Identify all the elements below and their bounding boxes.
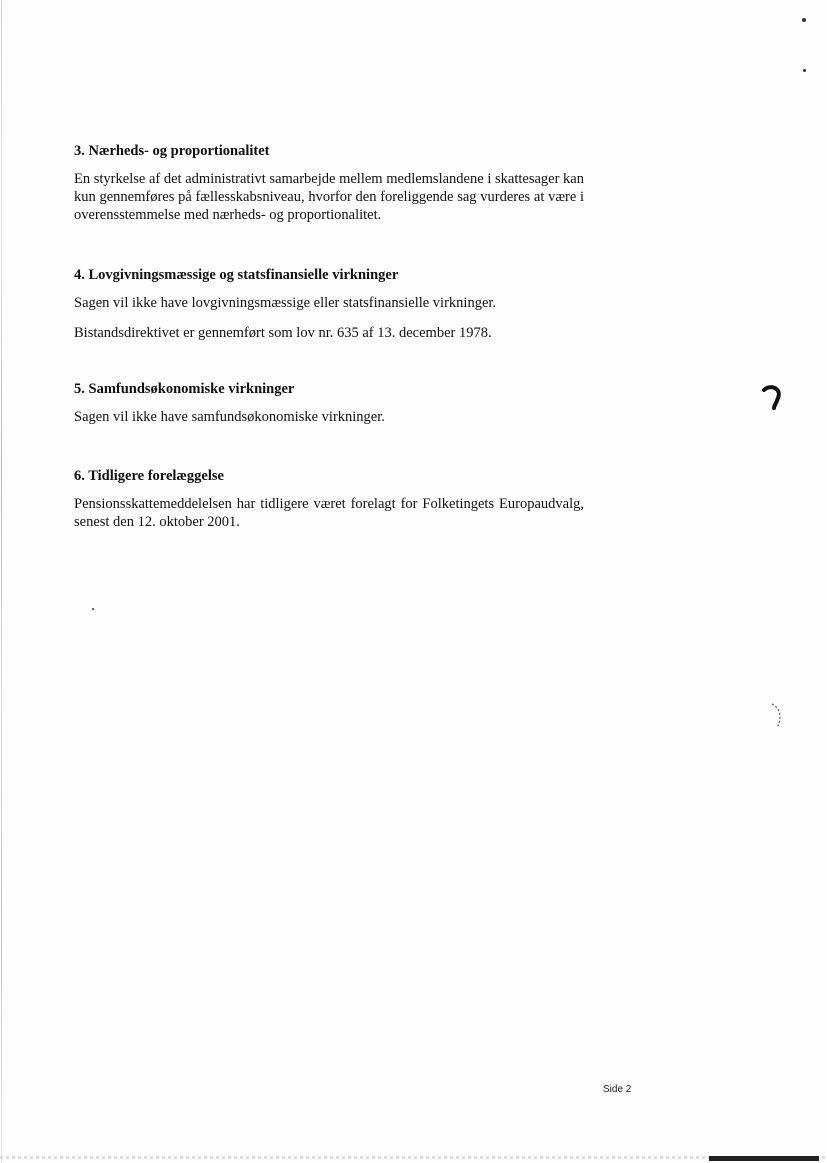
section-heading: 5. Samfundsøkonomiske virkninger <box>74 381 295 397</box>
binder-hole-mark <box>766 700 786 730</box>
scan-bottom-edge <box>0 1156 827 1159</box>
section-lovgivning-statsfinansielle <box>74 266 496 354</box>
scan-speck <box>92 608 94 610</box>
scan-left-edge <box>1 0 2 1163</box>
scan-bottom-bar <box>709 1156 819 1161</box>
binder-hole-mark <box>760 384 784 410</box>
section-paragraph: Sagen vil ikke have lovgivningsmæssige eller statsfinansielle virkninger. <box>74 295 497 311</box>
page-number: Side 2 <box>603 1084 632 1095</box>
section-heading: 6. Tidligere forelæggelse <box>74 468 224 484</box>
section-heading: 3. Nærheds- og proportionalitet <box>74 143 270 159</box>
scan-speck <box>802 18 806 22</box>
section-paragraph: Sagen vil ikke have samfundsøkonomiske virkninger. <box>74 409 385 425</box>
section-naerheds-proportionalitet <box>74 142 584 236</box>
section-heading: 4. Lovgivningsmæssige og statsfinansielle virkninger <box>74 267 399 283</box>
section-paragraph: Bistandsdirektivet er gennemført som lov nr. 635 af 13. december 1978. <box>74 325 492 341</box>
section-paragraph: Pensionsskattemeddelelsen har tidligere været forelagt for Folketingets Europaudvalg, senest den 12. oktober 2001. <box>74 496 584 530</box>
section-paragraph: En styrkelse af det administrativt samarbejde mellem medlemslandene i skattesager kan kun gennemføres på fællesskabsniveau, hvorfor den foreliggende sag vurderes at være i overensstemmelse med nærheds- og proportionalitet. <box>74 171 584 223</box>
section-samfundsokonomiske <box>74 380 385 438</box>
scan-speck <box>803 69 806 72</box>
section-tidligere-forelaeggelse <box>74 467 584 543</box>
